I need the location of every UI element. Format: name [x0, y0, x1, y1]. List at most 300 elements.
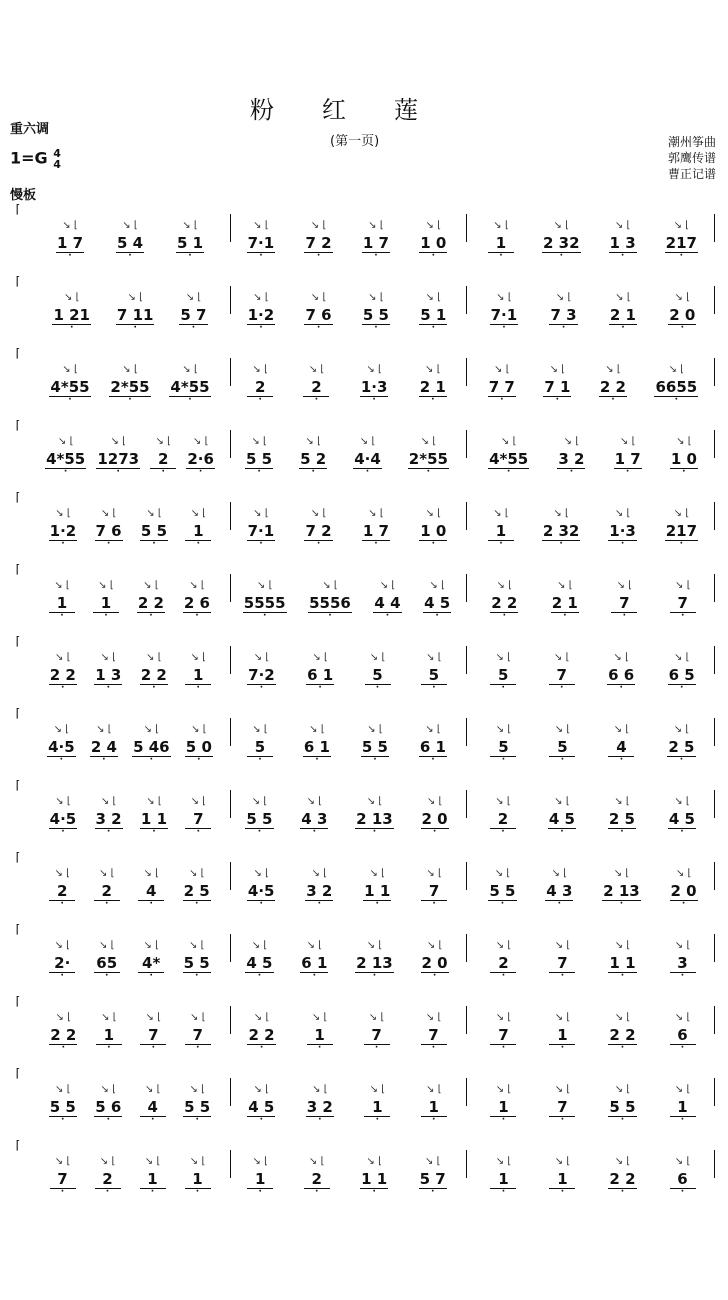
octave-dot-icon: · — [679, 539, 684, 549]
note-digits: 2 2 — [491, 594, 518, 612]
ornament-mark-icon: ↘ ⌊ — [368, 1012, 385, 1023]
note-digits: 7·1 — [490, 306, 518, 324]
note-group — [543, 364, 571, 403]
ornament-mark-icon: ↘ ⌊ — [493, 508, 509, 519]
barline — [230, 1006, 231, 1034]
note-group — [609, 220, 637, 259]
note-group — [361, 724, 389, 763]
note-digits: 1 0 — [420, 234, 447, 252]
score-row — [0, 274, 728, 342]
score-row — [0, 1066, 728, 1134]
octave-dot-icon: · — [258, 395, 262, 405]
note-group — [94, 1084, 122, 1123]
ornament-mark-icon: ↘ ⌊ — [190, 652, 206, 663]
octave-dot-icon: · — [104, 611, 108, 621]
octave-dot-icon: · — [560, 1187, 565, 1197]
note-group — [609, 292, 637, 331]
note-digits: 2 5 — [183, 882, 210, 900]
octave-dot-icon: · — [682, 467, 686, 477]
octave-dot-icon: · — [557, 899, 562, 909]
note-group — [665, 508, 698, 547]
note-group — [490, 724, 516, 763]
ornament-mark-icon: ↘ ⌊ — [493, 220, 509, 231]
barline — [466, 1150, 467, 1178]
octave-dot-icon: · — [60, 899, 64, 909]
octave-dot-icon: · — [620, 971, 625, 981]
measure — [40, 354, 220, 414]
note-digits: 2*55 — [408, 450, 448, 468]
measure — [40, 1146, 220, 1206]
ornament-mark-icon: ↘ ⌊ — [63, 292, 80, 303]
barline — [714, 1078, 715, 1106]
octave-dot-icon: · — [312, 971, 317, 981]
note-group — [49, 652, 77, 691]
ornament-mark-icon: ↘ ⌊ — [55, 508, 71, 519]
note-digits: 7 11 — [116, 306, 154, 324]
ornament-mark-icon: ↘ ⌊ — [310, 292, 327, 303]
ornament-mark-icon: ↘ ⌊ — [100, 796, 117, 807]
octave-dot-icon: · — [188, 395, 192, 405]
octave-dot-icon: · — [499, 539, 503, 549]
score-row — [0, 418, 728, 486]
score-row — [0, 562, 728, 630]
octave-dot-icon: · — [375, 899, 379, 909]
ornament-mark-icon: ↘ ⌊ — [673, 220, 690, 231]
octave-dot-icon: · — [128, 251, 132, 261]
note-group — [56, 220, 84, 259]
note-group — [116, 220, 144, 259]
barline — [466, 790, 467, 818]
ornament-mark-icon: ↘ ⌊ — [614, 1084, 631, 1095]
barline — [714, 790, 715, 818]
ornament-mark-icon: ↘ ⌊ — [673, 652, 690, 663]
octave-dot-icon: · — [501, 971, 506, 981]
measure — [474, 1146, 712, 1206]
barline — [714, 214, 715, 242]
note-group — [488, 220, 514, 259]
note-digits: 4*55 — [170, 378, 210, 396]
octave-dot-icon: · — [563, 611, 567, 621]
octave-dot-icon: · — [620, 1043, 625, 1053]
octave-dot-icon: · — [196, 827, 201, 837]
note-group — [362, 508, 390, 547]
octave-dot-icon: · — [195, 611, 199, 621]
note-digits: 7 7 — [488, 378, 515, 396]
measure — [232, 930, 462, 990]
ornament-mark-icon: ↘ ⌊ — [100, 508, 117, 519]
octave-dot-icon: · — [680, 323, 684, 333]
note-group — [549, 940, 575, 979]
ornament-mark-icon: ↘ ⌊ — [189, 1084, 205, 1095]
octave-dot-icon: · — [194, 971, 199, 981]
note-digits: 1 — [185, 666, 211, 685]
note-digits: 2 2 — [50, 1026, 77, 1044]
octave-dot-icon: · — [620, 539, 625, 549]
note-digits: 2 2 — [49, 666, 76, 684]
note-digits: 3 2 — [558, 450, 585, 468]
ornament-mark-icon: ↘ ⌊ — [553, 508, 569, 519]
octave-dot-icon: · — [372, 1187, 376, 1197]
octave-dot-icon: · — [152, 539, 156, 549]
note-group — [360, 364, 389, 403]
ornament-mark-icon: ↘ ⌊ — [146, 796, 162, 807]
ornament-mark-icon: ↘ ⌊ — [675, 868, 692, 879]
octave-dot-icon: · — [372, 395, 376, 405]
note-digits: 5 7 — [180, 306, 207, 324]
score-row — [0, 850, 728, 918]
ornament-mark-icon: ↘ ⌊ — [96, 724, 112, 735]
score-row — [0, 994, 728, 1062]
octave-dot-icon: · — [499, 251, 503, 261]
ornament-mark-icon: ↘ ⌊ — [674, 940, 691, 951]
note-group — [247, 724, 273, 763]
note-digits: 1 — [549, 1026, 575, 1045]
note-digits: 2 2 — [609, 1026, 636, 1044]
note-digits: 4·5 — [49, 810, 77, 828]
note-digits: 5556 — [309, 594, 351, 612]
octave-dot-icon: · — [314, 395, 319, 405]
note-group — [654, 364, 698, 403]
note-group — [247, 292, 276, 331]
note-group — [364, 1012, 390, 1051]
octave-dot-icon: · — [619, 683, 623, 693]
note-digits: 1 — [247, 1170, 273, 1189]
octave-dot-icon: · — [151, 1043, 155, 1053]
ornament-mark-icon: ↘ ⌊ — [99, 1156, 116, 1167]
ornament-mark-icon: ↘ ⌊ — [366, 940, 383, 951]
note-digits: 5 5 — [362, 306, 389, 324]
measure — [474, 858, 712, 918]
barline — [230, 934, 231, 962]
ornament-mark-icon: ↘ ⌊ — [673, 508, 690, 519]
barline — [466, 286, 467, 314]
octave-dot-icon: · — [316, 251, 321, 261]
ornament-mark-icon: ↘ ⌊ — [494, 364, 510, 375]
measure — [232, 1074, 462, 1134]
ornament-mark-icon: ↘ ⌊ — [615, 292, 631, 303]
ornament-mark-icon: ↘ ⌊ — [426, 940, 443, 951]
ornament-mark-icon: ↘ ⌊ — [57, 436, 74, 447]
ornament-mark-icon: ↘ ⌊ — [674, 796, 690, 807]
note-group — [245, 436, 273, 475]
note-digits: 1 — [549, 1170, 575, 1189]
octave-dot-icon: · — [60, 1187, 65, 1197]
ornament-mark-icon: ↘ ⌊ — [425, 724, 441, 735]
note-digits: 65 — [94, 954, 120, 973]
note-digits: 4 3 — [301, 810, 328, 828]
ornament-mark-icon: ↘ ⌊ — [54, 1156, 71, 1167]
note-group — [373, 580, 401, 619]
barline — [230, 214, 231, 242]
octave-dot-icon: · — [559, 683, 564, 693]
note-group — [364, 1084, 390, 1123]
note-group — [247, 1012, 275, 1051]
note-group — [305, 868, 333, 907]
barline — [230, 502, 231, 530]
note-digits: 4 3 — [546, 882, 573, 900]
octave-dot-icon: · — [431, 539, 435, 549]
note-group — [306, 1084, 334, 1123]
note-digits: 7 6 — [305, 306, 332, 324]
octave-dot-icon: · — [188, 251, 192, 261]
note-group — [95, 1156, 121, 1195]
octave-dot-icon: · — [70, 323, 74, 333]
ornament-mark-icon: ↘ ⌊ — [425, 364, 441, 375]
octave-dot-icon: · — [104, 899, 109, 909]
note-digits: 1·2 — [247, 306, 275, 324]
measure — [474, 426, 712, 486]
note-group — [608, 724, 634, 763]
ornament-mark-icon: ↘ ⌊ — [143, 580, 159, 591]
octave-dot-icon: · — [426, 467, 431, 477]
ornament-mark-icon: ↘ ⌊ — [369, 868, 385, 879]
barline — [714, 502, 715, 530]
octave-dot-icon: · — [61, 1115, 65, 1125]
note-group — [95, 796, 123, 835]
note-group — [93, 580, 119, 619]
note-digits: 6 — [670, 1026, 696, 1045]
note-group — [49, 1012, 77, 1051]
measure — [40, 930, 220, 990]
score-row — [0, 202, 728, 270]
ornament-mark-icon: ↘ ⌊ — [306, 796, 323, 807]
note-group — [140, 1084, 166, 1123]
note-group — [421, 868, 447, 907]
note-digits: 4·5 — [48, 738, 75, 756]
note-group — [614, 436, 642, 475]
octave-dot-icon: · — [259, 899, 263, 909]
note-digits: 2 2 — [609, 1170, 636, 1188]
barline — [230, 1078, 231, 1106]
octave-dot-icon: · — [68, 395, 72, 405]
octave-dot-icon: · — [63, 467, 68, 477]
note-digits: 7 — [549, 1098, 575, 1117]
octave-dot-icon: · — [674, 395, 679, 405]
ornament-mark-icon: ↘ ⌊ — [308, 364, 325, 375]
note-group — [670, 580, 696, 619]
note-digits: 2 — [49, 882, 75, 901]
ornament-mark-icon: ↘ ⌊ — [55, 652, 71, 663]
note-group — [140, 652, 168, 691]
note-group — [602, 868, 641, 907]
system-bracket-icon: ⌈ — [15, 778, 21, 792]
ornament-mark-icon: ↘ ⌊ — [668, 364, 685, 375]
measure — [232, 1002, 462, 1062]
note-group — [49, 796, 78, 835]
octave-dot-icon: · — [258, 755, 262, 765]
note-digits: 5 5 — [183, 954, 210, 972]
note-digits: 4*55 — [489, 450, 529, 468]
note-group — [490, 580, 518, 619]
octave-dot-icon: · — [680, 1187, 685, 1197]
octave-dot-icon: · — [106, 539, 111, 549]
ornament-mark-icon: ↘ ⌊ — [368, 220, 384, 231]
octave-dot-icon: · — [372, 827, 377, 837]
note-digits: 2 13 — [603, 882, 640, 900]
ornament-mark-icon: ↘ ⌊ — [496, 580, 512, 591]
note-group — [306, 652, 334, 691]
octave-dot-icon: · — [151, 1115, 155, 1125]
score-row — [0, 1138, 728, 1206]
octave-dot-icon: · — [506, 467, 511, 477]
note-group — [607, 652, 635, 691]
note-digits: 5 1 — [420, 306, 447, 324]
octave-dot-icon: · — [196, 683, 200, 693]
octave-dot-icon: · — [262, 611, 267, 621]
octave-dot-icon: · — [620, 1115, 625, 1125]
measure — [232, 282, 462, 342]
ornament-mark-icon: ↘ ⌊ — [424, 1156, 441, 1167]
note-digits: 1 — [364, 1098, 390, 1117]
note-group — [137, 580, 165, 619]
measure — [232, 714, 462, 774]
ornament-mark-icon: ↘ ⌊ — [311, 1012, 328, 1023]
ornament-mark-icon: ↘ ⌊ — [145, 1012, 162, 1023]
ornament-mark-icon: ↘ ⌊ — [54, 940, 70, 951]
barline — [466, 574, 467, 602]
measure — [40, 570, 220, 630]
octave-dot-icon: · — [560, 1043, 565, 1053]
ornament-mark-icon: ↘ ⌊ — [312, 652, 328, 663]
ornament-mark-icon: ↘ ⌊ — [309, 724, 325, 735]
note-digits: 2 32 — [542, 522, 580, 540]
note-digits: 5 5 — [184, 1098, 211, 1116]
system-bracket-icon: ⌈ — [15, 202, 21, 216]
ornament-mark-icon: ↘ ⌊ — [251, 796, 268, 807]
note-group — [96, 1012, 122, 1051]
measure — [40, 858, 220, 918]
note-group — [490, 940, 516, 979]
measure — [474, 498, 712, 558]
ornament-mark-icon: ↘ ⌊ — [495, 796, 511, 807]
note-digits: 7 — [421, 882, 447, 901]
ornament-mark-icon: ↘ ⌊ — [614, 1012, 631, 1023]
note-group — [140, 796, 168, 835]
ornament-mark-icon: ↘ ⌊ — [359, 436, 376, 447]
note-digits: 1·3 — [609, 522, 636, 540]
ornament-mark-icon: ↘ ⌊ — [190, 796, 207, 807]
note-digits: 7 — [364, 1026, 390, 1045]
note-group — [186, 436, 215, 475]
octave-dot-icon: · — [432, 683, 436, 693]
ornament-mark-icon: ↘ ⌊ — [429, 580, 445, 591]
octave-dot-icon: · — [620, 827, 624, 837]
note-digits: 2 5 — [608, 810, 635, 828]
octave-dot-icon: · — [258, 1187, 262, 1197]
measure — [474, 1074, 712, 1134]
note-group — [419, 724, 447, 763]
ornament-mark-icon: ↘ ⌊ — [614, 220, 631, 231]
note-group — [490, 1084, 516, 1123]
ornament-mark-icon: ↘ ⌊ — [252, 364, 268, 375]
note-group — [49, 580, 75, 619]
note-group — [304, 1156, 330, 1195]
ornament-mark-icon: ↘ ⌊ — [674, 1084, 691, 1095]
ornament-mark-icon: ↘ ⌊ — [557, 580, 573, 591]
measure — [40, 282, 220, 342]
system-bracket-icon: ⌈ — [15, 994, 21, 1008]
ornament-mark-icon: ↘ ⌊ — [98, 868, 115, 879]
note-digits: 7·1 — [247, 522, 275, 540]
note-digits: 3 — [670, 954, 696, 973]
octave-dot-icon: · — [149, 755, 154, 765]
system-bracket-icon: ⌈ — [15, 850, 21, 864]
note-group — [670, 1012, 696, 1051]
ornament-mark-icon: ↘ ⌊ — [182, 364, 198, 375]
note-group — [94, 868, 120, 907]
note-digits: 1 — [490, 1170, 516, 1189]
note-digits: 1 3 — [95, 666, 122, 684]
note-group — [304, 508, 332, 547]
ornament-mark-icon: ↘ ⌊ — [554, 1012, 571, 1023]
note-group — [611, 580, 637, 619]
note-group — [247, 1084, 275, 1123]
octave-dot-icon: · — [559, 539, 563, 549]
octave-dot-icon: · — [500, 395, 504, 405]
ornament-mark-icon: ↘ ⌊ — [253, 1084, 269, 1095]
note-digits: 2 — [95, 1170, 121, 1189]
note-digits: 4*55 — [50, 378, 90, 396]
note-group — [355, 796, 394, 835]
measure — [232, 858, 462, 918]
note-digits: 7 2 — [305, 234, 332, 252]
octave-dot-icon: · — [59, 755, 64, 765]
score-row — [0, 922, 728, 990]
ornament-mark-icon: ↘ ⌊ — [426, 868, 442, 879]
note-group — [245, 796, 273, 835]
ornament-mark-icon: ↘ ⌊ — [613, 868, 630, 879]
barline — [714, 574, 715, 602]
octave-dot-icon: · — [149, 899, 153, 909]
note-digits: 2 — [247, 378, 273, 397]
ornament-mark-icon: ↘ ⌊ — [614, 940, 631, 951]
note-digits: 7 — [50, 1170, 76, 1189]
note-digits: 2 0 — [421, 954, 448, 972]
octave-dot-icon: · — [61, 1043, 65, 1053]
octave-dot-icon: · — [501, 1187, 506, 1197]
octave-dot-icon: · — [432, 1115, 436, 1125]
note-digits: 4 4 — [374, 594, 401, 612]
note-digits: 5 5 — [489, 882, 516, 900]
note-group — [245, 940, 273, 979]
octave-dot-icon: · — [432, 971, 437, 981]
ornament-mark-icon: ↘ ⌊ — [495, 1084, 512, 1095]
note-group — [421, 796, 449, 835]
note-digits: 5 — [490, 666, 516, 685]
ornament-mark-icon: ↘ ⌊ — [676, 436, 692, 447]
barline — [230, 646, 231, 674]
ornament-mark-icon: ↘ ⌊ — [605, 364, 621, 375]
note-group — [183, 1084, 211, 1123]
note-digits: 6 1 — [301, 954, 328, 972]
note-group — [419, 292, 447, 331]
ornament-mark-icon: ↘ ⌊ — [256, 580, 273, 591]
score-row — [0, 706, 728, 774]
octave-dot-icon: · — [680, 1115, 685, 1125]
note-group — [423, 580, 451, 619]
note-digits: 4 5 — [248, 1098, 275, 1116]
ornament-mark-icon: ↘ ⌊ — [554, 1084, 571, 1095]
octave-dot-icon: · — [431, 251, 435, 261]
ornament-mark-icon: ↘ ⌊ — [251, 436, 267, 447]
barline — [466, 862, 467, 890]
ornament-mark-icon: ↘ ⌊ — [54, 580, 70, 591]
note-digits: 4·4 — [354, 450, 381, 468]
octave-dot-icon: · — [374, 1043, 379, 1053]
barline — [466, 214, 467, 242]
system-bracket-icon: ⌈ — [15, 490, 21, 504]
note-digits: 7·1 — [247, 234, 275, 252]
